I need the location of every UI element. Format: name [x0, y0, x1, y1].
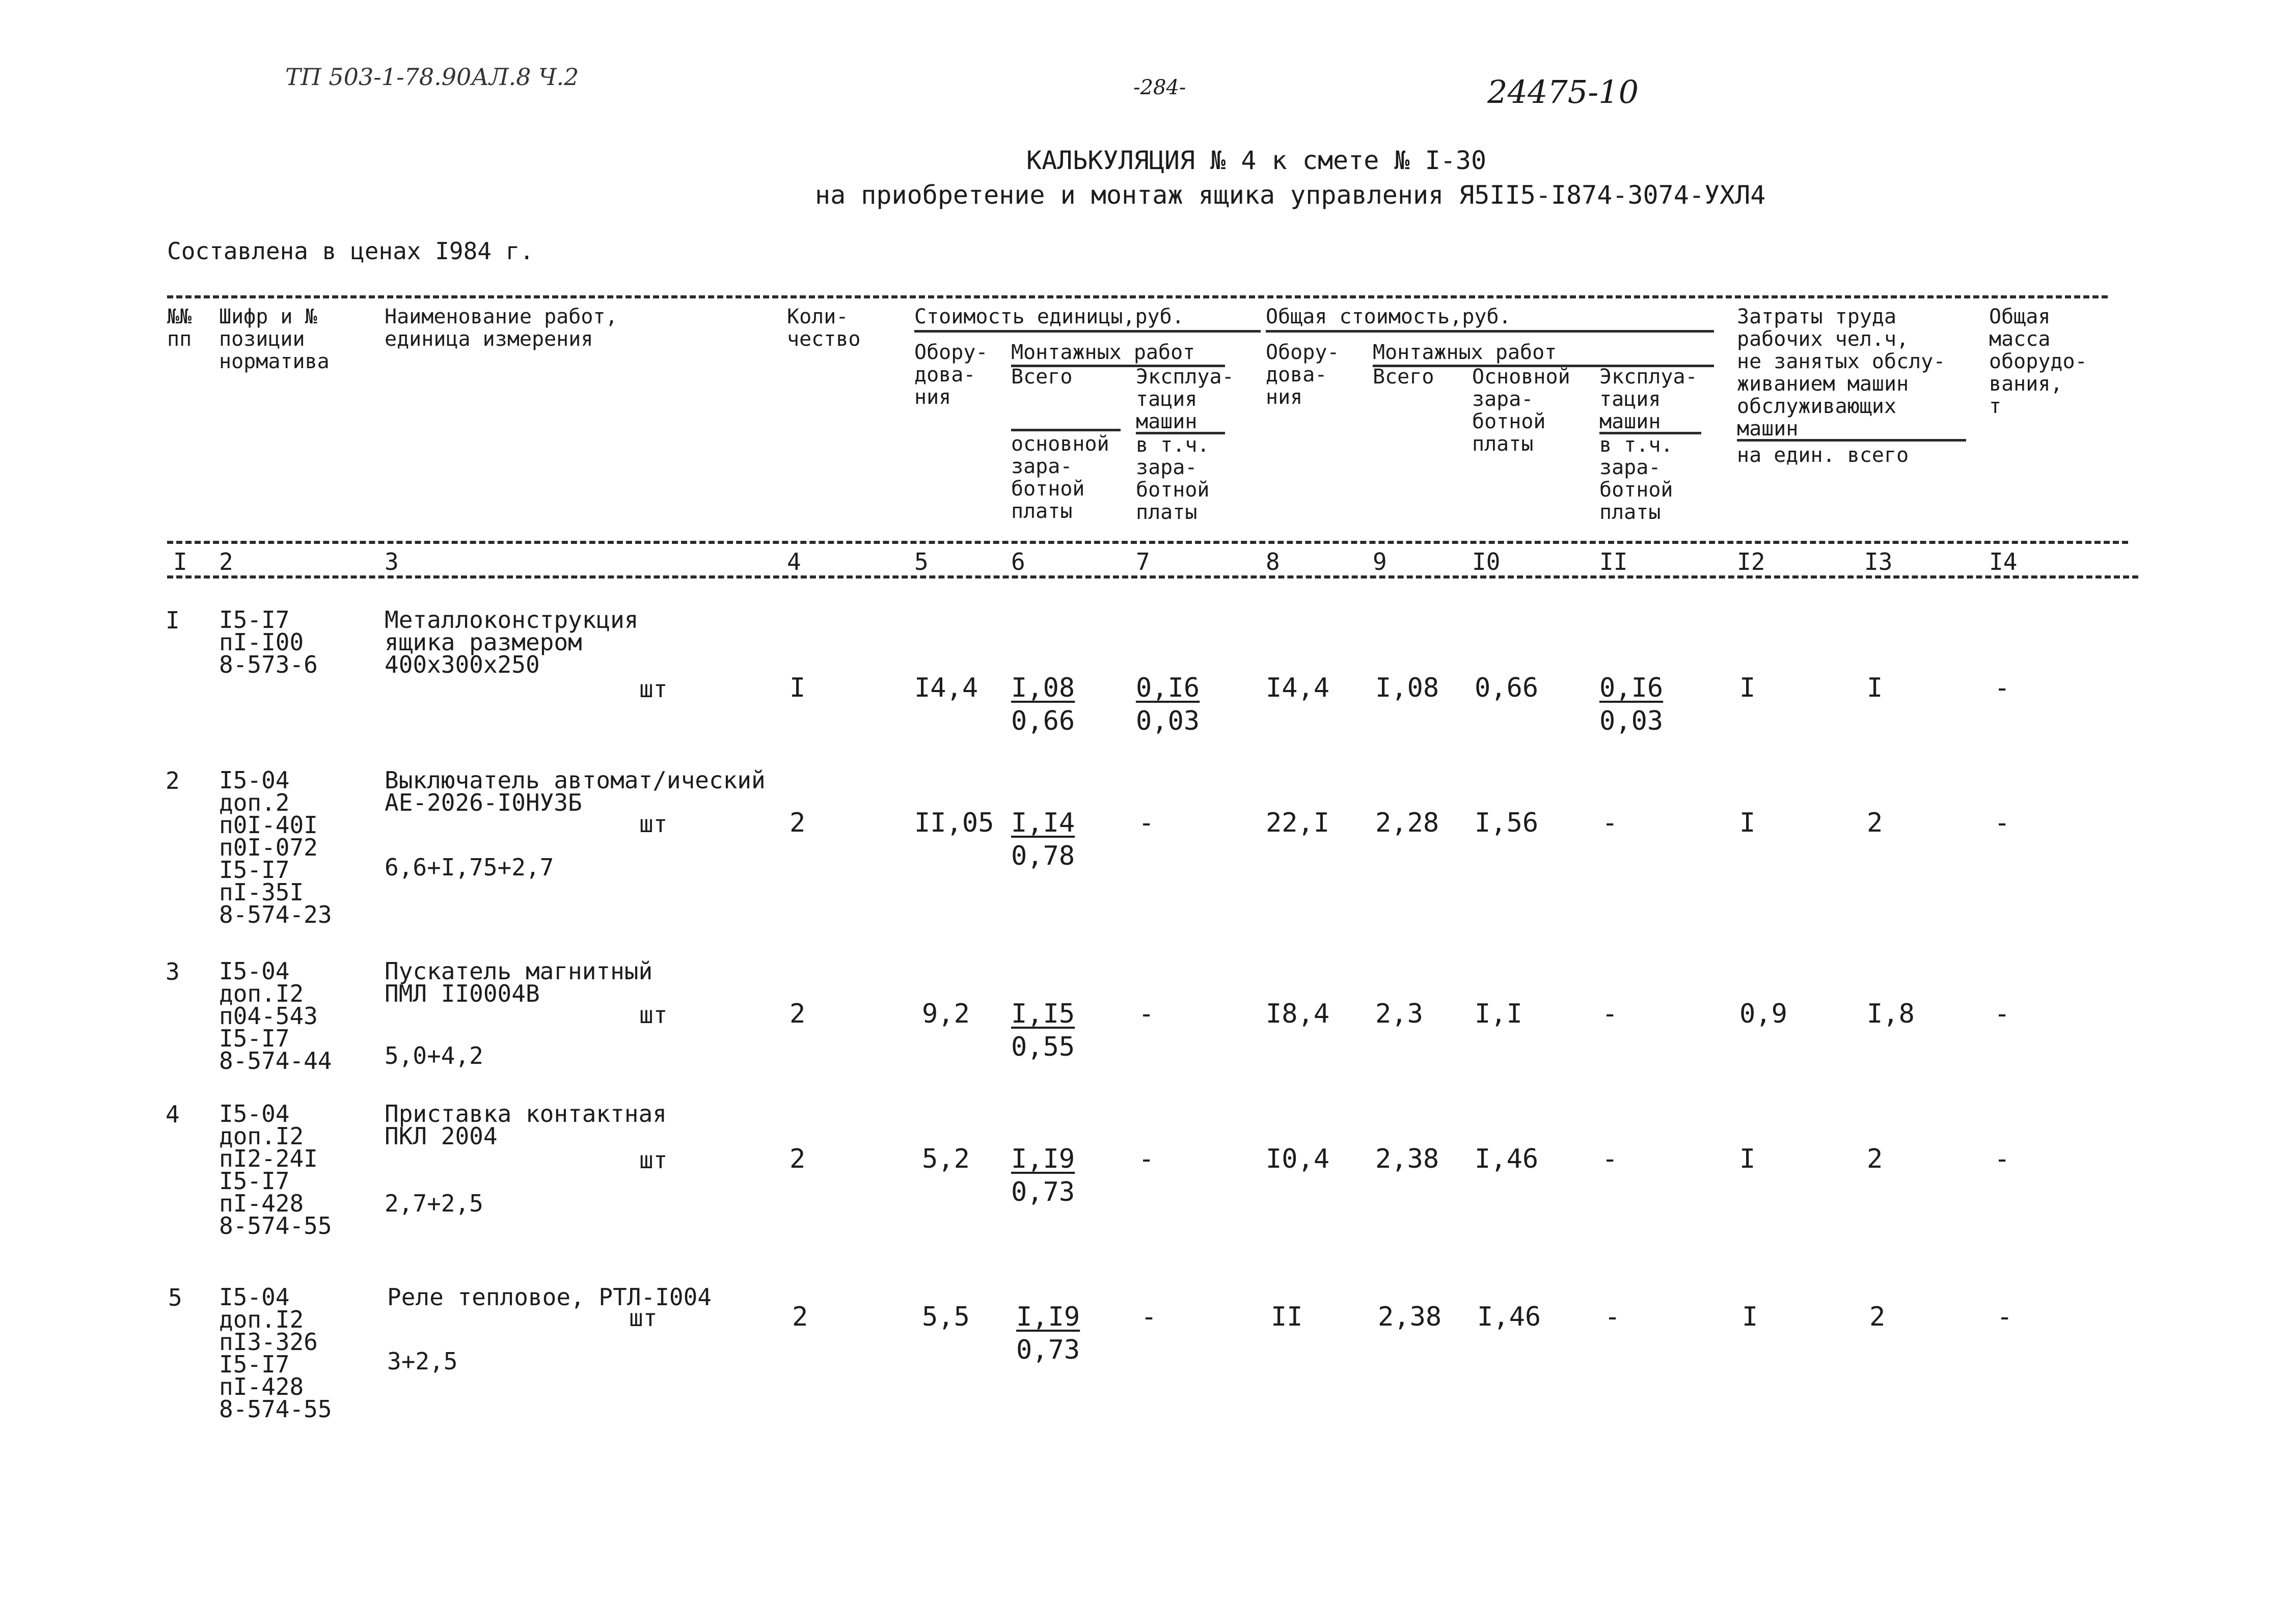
row-labor-total: 2	[1867, 1144, 1883, 1174]
row-mass: -	[1997, 1302, 2013, 1332]
col-header-mount-total-unit: Всего	[1011, 365, 1073, 389]
table-top-rule	[167, 295, 2108, 298]
row-mount-total-unit: I,I9	[1016, 1302, 1080, 1332]
row-equipment-total: 22,I	[1266, 808, 1330, 838]
row-equipment-unit: 5,2	[922, 1144, 970, 1174]
row-mass: -	[1994, 1144, 2010, 1174]
document-code: ТП 503-1-78.90АЛ.8 Ч.2	[285, 63, 579, 91]
row-code: I5-04 доп.2 п0I-40I п0I-072 I5-I7 пI-35I 8-574-23	[219, 766, 332, 928]
row-equipment-unit: 5,5	[922, 1302, 970, 1332]
row-labor-total: 2	[1869, 1302, 1886, 1332]
row-mount-sum: I,08	[1375, 673, 1439, 703]
column-number: I0	[1472, 548, 1501, 575]
col-header-labor: Затраты труда рабочих чел.ч, не занятых обслу- живанием машин обслуживающих машин	[1737, 305, 1946, 441]
row-mount-total-unit: I,I4	[1011, 808, 1075, 838]
row-wage-sum: I,46	[1477, 1302, 1541, 1332]
row-machines-wage-unit: 0,03	[1136, 706, 1200, 736]
row-mount-wage-unit: 0,66	[1011, 706, 1075, 736]
column-number: II	[1599, 548, 1628, 575]
row-wage-sum: I,46	[1475, 1144, 1539, 1174]
row-machines-wage-sum: 0,03	[1599, 706, 1664, 736]
col-header-mount-sum: Всего	[1373, 365, 1434, 389]
row-mount-total-unit: I,I9	[1011, 1144, 1075, 1174]
row-equipment-total: I8,4	[1266, 999, 1330, 1029]
header-bottom-rule	[167, 541, 2128, 544]
col-header-labor-sub: на един. всего	[1737, 444, 1909, 467]
column-number: 7	[1136, 548, 1150, 575]
column-number: I4	[1989, 548, 2018, 575]
column-number: I3	[1864, 548, 1893, 575]
col-header-number: №№ пп	[167, 305, 192, 351]
col-header-equipment-unit: Обору- дова- ния	[914, 341, 988, 409]
row-mount-wage-unit: 0,73	[1016, 1335, 1080, 1365]
row-labor-total: I	[1867, 673, 1883, 703]
row-labor-unit: I	[1739, 673, 1756, 703]
row-mount-wage-unit: 0,55	[1011, 1032, 1075, 1062]
row-machines-sum: -	[1602, 808, 1618, 838]
row-name: Выключатель автомат/ический АЕ-2026-I0НУЗБ	[385, 766, 766, 816]
row-wage-sum: I,56	[1475, 808, 1539, 838]
column-number: 3	[385, 548, 399, 575]
row-labor-unit: I	[1739, 1144, 1756, 1174]
row-code: I5-04 доп.I2 п04-543 I5-I7 8-574-44	[219, 957, 332, 1075]
column-number: 2	[219, 548, 233, 575]
row-equipment-total: II	[1271, 1302, 1303, 1332]
col-header-quantity: Коли- чество	[787, 305, 861, 351]
row-formula: 2,7+2,5	[385, 1190, 483, 1217]
rule-mount-wage-unit	[1011, 429, 1121, 431]
row-mount-sum: 2,38	[1378, 1302, 1442, 1332]
col-header-equipment-total: Обору- дова- ния	[1266, 341, 1340, 409]
col-header-mount-wage-unit: основной зара- ботной платы	[1011, 432, 1109, 523]
row-wage-sum: I,I	[1475, 999, 1522, 1029]
column-number: 5	[914, 548, 929, 575]
row-equipment-unit: 9,2	[922, 999, 970, 1029]
row-machines-unit: -	[1138, 999, 1155, 1029]
rule-labor	[1737, 439, 1966, 442]
row-machines-sum: -	[1602, 1144, 1618, 1174]
page-number: -284-	[1133, 76, 1186, 99]
row-machines-sum: -	[1602, 999, 1618, 1029]
row-code: I5-04 доп.I2 пI3-326 I5-I7 пI-428 8-574-55	[219, 1283, 332, 1423]
row-labor-total: I,8	[1867, 999, 1915, 1029]
row-mass: -	[1994, 808, 2010, 838]
col-header-mass: Общая масса оборудо- вания, т	[1989, 305, 2087, 418]
row-name: Пускатель магнитный ПМЛ II0004В	[385, 957, 653, 1007]
row-number: I	[166, 607, 180, 634]
row-machines-sum: 0,I6	[1599, 673, 1664, 703]
row-code: I5-04 доп.I2 пI2-24I I5-I7 пI-428 8-574-55	[219, 1100, 332, 1240]
row-mount-wage-unit: 0,78	[1011, 841, 1075, 871]
column-number: 8	[1266, 548, 1280, 575]
col-header-machines-wage-sum: в т.ч. зара- ботной платы	[1599, 433, 1673, 524]
row-equipment-total: I4,4	[1266, 673, 1330, 703]
row-unit: шт	[639, 1146, 668, 1174]
row-mount-wage-unit: 0,73	[1011, 1177, 1075, 1207]
row-machines-unit: 0,I6	[1136, 673, 1200, 703]
sheet-code: 24475-10	[1487, 73, 1639, 111]
row-formula: 5,0+4,2	[385, 1042, 483, 1069]
row-labor-unit: I	[1739, 808, 1756, 838]
row-formula: 3+2,5	[387, 1347, 458, 1375]
page-title: КАЛЬКУЛЯЦИЯ № 4 к смете № I-30	[1026, 146, 1487, 175]
col-header-wage-sum: Основной зара- ботной платы	[1472, 365, 1570, 456]
row-machines-sum: -	[1604, 1302, 1621, 1332]
prices-note: Составлена в ценах I984 г.	[167, 237, 534, 265]
col-header-machines-unit: Эксплуа- тация машин	[1136, 365, 1234, 433]
column-number: 6	[1011, 548, 1025, 575]
row-name: Реле тепловое, РТЛ-I004	[387, 1283, 712, 1311]
column-number: I2	[1737, 548, 1765, 575]
row-equipment-unit: II,05	[914, 808, 994, 838]
row-mount-total-unit: I,I5	[1011, 999, 1075, 1029]
column-number: I	[173, 548, 187, 575]
row-mount-total-unit: I,08	[1011, 673, 1075, 703]
row-name: Металлоконструкция ящика размером 400х300х250	[385, 606, 639, 678]
row-quantity: 2	[790, 999, 806, 1029]
row-equipment-total: I0,4	[1266, 1144, 1330, 1174]
row-name: Приставка контактная ПКЛ 2004	[385, 1100, 667, 1150]
col-group-total-cost: Общая стоимость,руб.	[1266, 305, 1511, 328]
column-number: 9	[1373, 548, 1387, 575]
row-wage-sum: 0,66	[1475, 673, 1539, 703]
col-group-mount-total: Монтажных работ	[1373, 341, 1557, 364]
col-header-code: Шифр и № позиции норматива	[219, 305, 330, 373]
row-mount-sum: 2,3	[1375, 999, 1423, 1029]
row-machines-unit: -	[1141, 1302, 1157, 1332]
row-unit: шт	[639, 675, 668, 703]
column-number-rule	[167, 575, 2138, 579]
column-number: 4	[787, 548, 801, 575]
row-labor-unit: I	[1742, 1302, 1758, 1332]
row-machines-unit: -	[1138, 1144, 1155, 1174]
row-number: 4	[166, 1100, 180, 1128]
row-mass: -	[1994, 999, 2010, 1029]
row-unit: шт	[639, 1001, 668, 1029]
col-group-mount-unit: Монтажных работ	[1011, 341, 1195, 364]
col-header-name: Наименование работ, единица измерения	[385, 305, 618, 351]
row-number: 5	[168, 1284, 182, 1311]
page-subtitle: на приобретение и монтаж ящика управления Я5II5-I874-3074-УХЛ4	[815, 180, 1766, 210]
col-group-unit-cost: Стоимость единицы,руб.	[914, 305, 1184, 328]
group-rule-unit-cost	[914, 330, 1261, 333]
row-equipment-unit: I4,4	[914, 673, 978, 703]
col-header-machines-wage-unit: в т.ч. зара- ботной платы	[1136, 433, 1210, 524]
row-unit: шт	[629, 1304, 658, 1332]
row-unit: шт	[639, 810, 668, 838]
row-number: 3	[166, 958, 180, 985]
row-quantity: 2	[790, 1144, 806, 1174]
row-formula: 6,6+I,75+2,7	[385, 854, 554, 881]
row-mount-sum: 2,38	[1375, 1144, 1439, 1174]
group-rule-total-cost	[1266, 330, 1714, 333]
row-quantity: 2	[790, 808, 806, 838]
row-mount-sum: 2,28	[1375, 808, 1439, 838]
row-quantity: 2	[792, 1302, 808, 1332]
row-machines-unit: -	[1138, 808, 1155, 838]
row-quantity: I	[790, 673, 806, 703]
col-header-machines-sum: Эксплуа- тация машин	[1599, 365, 1698, 433]
row-number: 2	[166, 767, 180, 794]
row-mass: -	[1994, 673, 2010, 703]
row-labor-unit: 0,9	[1739, 999, 1787, 1029]
row-code: I5-I7 пI-I00 8-573-6	[219, 606, 318, 678]
row-labor-total: 2	[1867, 808, 1883, 838]
